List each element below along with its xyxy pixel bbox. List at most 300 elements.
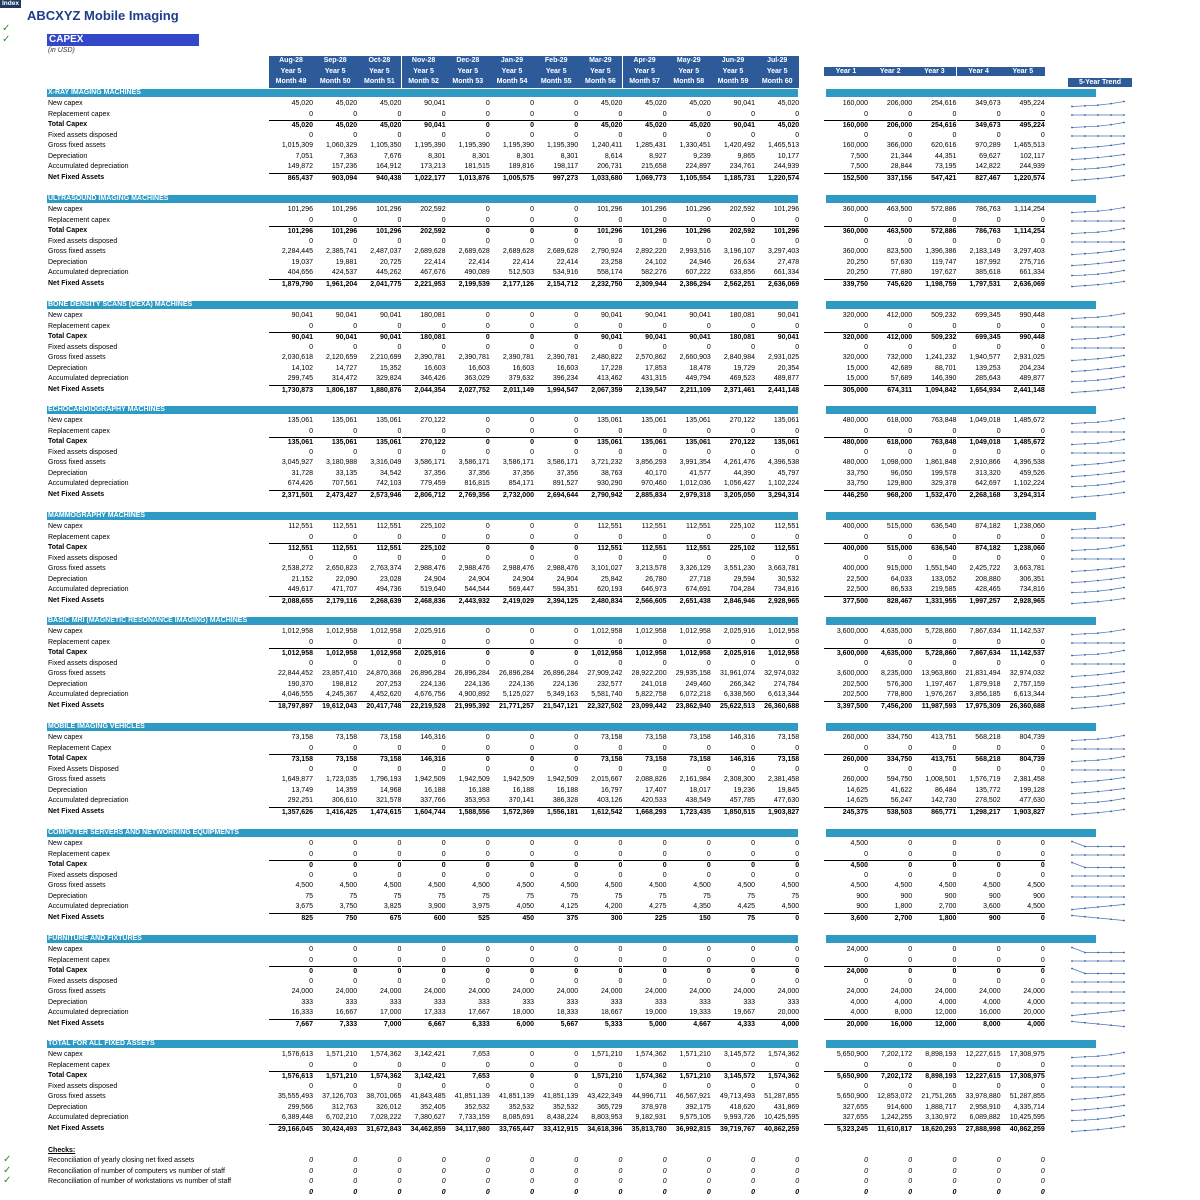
month-value-cell[interactable]: 0 [534, 120, 578, 132]
check-value-cell[interactable]: 0 [952, 1167, 957, 1175]
year-value-cell[interactable]: 20,250 [846, 269, 868, 277]
month-value-cell[interactable]: 7,676 [383, 152, 402, 160]
year-value-cell[interactable]: 12,227,615 [957, 1071, 1001, 1083]
year-value-cell[interactable]: 0 [996, 533, 1001, 541]
month-value-cell[interactable]: 0 [795, 1061, 800, 1069]
month-value-cell[interactable]: 0 [574, 100, 579, 107]
month-value-cell[interactable]: 9,239 [693, 152, 711, 160]
month-value-cell[interactable]: 112,551 [686, 523, 711, 530]
month-value-cell[interactable]: 90,041 [313, 332, 357, 344]
month-value-cell[interactable]: 0 [530, 765, 534, 773]
year-value-cell[interactable]: 0 [996, 840, 1001, 847]
month-value-cell[interactable]: 0 [353, 448, 358, 456]
month-value-cell[interactable]: 4,245,367 [326, 691, 358, 699]
month-value-cell[interactable]: 0 [530, 850, 534, 858]
month-value-cell[interactable]: 90,041 [269, 332, 313, 344]
month-value-cell[interactable]: 0 [662, 840, 667, 847]
year-value-cell[interactable]: 260,000 [842, 734, 868, 741]
month-value-cell[interactable]: 112,551 [774, 523, 800, 530]
year-value-cell[interactable]: 208,880 [975, 575, 1001, 583]
year-value-cell[interactable]: 73,195 [934, 163, 957, 171]
year-value-cell[interactable]: 15,000 [846, 375, 868, 383]
month-value-cell[interactable]: 135,061 [667, 437, 711, 449]
year-value-cell[interactable]: 329,378 [931, 480, 957, 488]
year-value-cell[interactable]: 327,655 [842, 1114, 868, 1122]
check-total-cell[interactable]: 0 [441, 1189, 446, 1196]
month-value-cell[interactable]: 73,158 [313, 754, 357, 766]
year-value-cell[interactable]: 0 [952, 956, 957, 964]
month-value-cell[interactable]: 0 [618, 343, 623, 351]
month-value-cell[interactable]: 0 [618, 638, 623, 646]
year-value-cell[interactable]: 77,880 [890, 269, 913, 277]
month-value-cell[interactable]: 0 [662, 554, 667, 562]
year-value-cell[interactable]: 568,218 [957, 754, 1001, 766]
year-value-cell[interactable]: 1,800 [912, 913, 956, 925]
month-value-cell[interactable]: 7,380,627 [414, 1114, 446, 1122]
year-value-cell[interactable]: 1,238,060 [1001, 543, 1045, 555]
month-value-cell[interactable]: 1,195,390 [502, 142, 534, 150]
month-value-cell[interactable]: 3,145,572 [723, 1051, 755, 1058]
month-value-cell[interactable]: 0 [618, 322, 623, 330]
year-value-cell[interactable]: 339,750 [824, 279, 868, 291]
year-value-cell[interactable]: 2,425,722 [969, 565, 1001, 573]
month-value-cell[interactable]: 1,012,958 [768, 628, 800, 635]
year-value-cell[interactable]: 1,532,470 [912, 490, 956, 502]
check-value-cell[interactable]: 0 [441, 1178, 446, 1186]
month-value-cell[interactable]: 1,571,210 [679, 1051, 711, 1058]
month-value-cell[interactable]: 0 [397, 1061, 402, 1069]
month-value-cell[interactable]: 1,796,193 [370, 776, 402, 784]
month-value-cell[interactable]: 75 [437, 892, 446, 900]
month-value-cell[interactable]: 378,978 [641, 1103, 667, 1111]
month-value-cell[interactable]: 3,586,171 [547, 459, 579, 467]
year-value-cell[interactable]: 0 [952, 659, 957, 667]
month-value-cell[interactable]: 2,371,501 [269, 490, 313, 502]
month-value-cell[interactable]: 1,195,390 [547, 142, 579, 150]
year-value-cell[interactable]: 0 [996, 131, 1001, 139]
month-value-cell[interactable]: 2,480,834 [578, 596, 622, 608]
year-value-cell[interactable]: 400,000 [842, 565, 868, 573]
month-value-cell[interactable]: 1,012,958 [269, 648, 313, 660]
month-value-cell[interactable]: 0 [706, 977, 711, 985]
year-value-cell[interactable]: 5,728,860 [912, 648, 956, 660]
month-value-cell[interactable]: 0 [618, 1061, 623, 1069]
month-value-cell[interactable]: 0 [662, 871, 667, 879]
year-value-cell[interactable]: 0 [908, 638, 913, 646]
month-value-cell[interactable]: 0 [530, 322, 534, 330]
month-value-cell[interactable]: 18,017 [689, 786, 711, 794]
year-value-cell[interactable]: 1,197,467 [925, 680, 957, 688]
year-value-cell[interactable]: 254,616 [931, 100, 957, 107]
year-value-cell[interactable]: 489,877 [1019, 375, 1045, 383]
month-value-cell[interactable]: 0 [441, 554, 446, 562]
year-value-cell[interactable]: 0 [1040, 343, 1045, 351]
check-value-cell[interactable]: 0 [706, 1178, 711, 1186]
month-value-cell[interactable]: 2,177,126 [490, 279, 534, 291]
month-value-cell[interactable]: 0 [795, 840, 800, 847]
month-value-cell[interactable]: 1,574,362 [635, 1051, 667, 1058]
month-value-cell[interactable]: 970,460 [641, 480, 667, 488]
month-value-cell[interactable]: 0 [574, 523, 579, 530]
month-value-cell[interactable]: 112,551 [332, 523, 358, 530]
check-value-cell[interactable]: 0 [1040, 1157, 1045, 1164]
year-value-cell[interactable]: 2,757,159 [1013, 680, 1045, 688]
year-value-cell[interactable]: 0 [908, 840, 913, 847]
year-value-cell[interactable]: 0 [957, 966, 1001, 978]
year-value-cell[interactable]: 636,540 [912, 543, 956, 555]
month-value-cell[interactable]: 1,033,680 [578, 173, 622, 185]
month-value-cell[interactable]: 544,544 [464, 586, 490, 594]
year-value-cell[interactable]: 320,000 [824, 332, 868, 344]
month-value-cell[interactable]: 2,210,699 [370, 354, 402, 362]
month-value-cell[interactable]: 0 [441, 840, 446, 847]
month-value-cell[interactable]: 333 [654, 998, 667, 1006]
year-value-cell[interactable]: 0 [952, 427, 957, 435]
month-value-cell[interactable]: 326,012 [376, 1103, 402, 1111]
month-value-cell[interactable]: 1,056,427 [723, 480, 755, 488]
month-value-cell[interactable]: 0 [441, 1061, 446, 1069]
check-value-cell[interactable]: 0 [618, 1178, 623, 1186]
month-value-cell[interactable]: 202,592 [420, 206, 446, 213]
year-value-cell[interactable]: 463,500 [886, 206, 913, 213]
month-value-cell[interactable]: 0 [353, 110, 358, 118]
month-value-cell[interactable]: 0 [441, 1082, 446, 1090]
month-value-cell[interactable]: 0 [353, 427, 358, 435]
month-value-cell[interactable]: 1,012,036 [679, 480, 711, 488]
month-value-cell[interactable]: 2,308,300 [723, 776, 755, 784]
month-value-cell[interactable]: 0 [441, 322, 446, 330]
month-value-cell[interactable]: 1,571,210 [313, 1071, 357, 1083]
month-value-cell[interactable]: 25,842 [600, 575, 623, 583]
year-value-cell[interactable]: 699,345 [957, 332, 1001, 344]
month-value-cell[interactable]: 0 [530, 977, 534, 985]
month-value-cell[interactable]: 0 [574, 1082, 579, 1090]
month-value-cell[interactable]: 90,041 [578, 332, 622, 344]
year-value-cell[interactable]: 480,000 [842, 417, 868, 424]
month-value-cell[interactable]: 1,576,613 [269, 1071, 313, 1083]
month-value-cell[interactable]: 2,570,862 [635, 354, 667, 362]
month-value-cell[interactable]: 24,000 [291, 988, 313, 996]
year-value-cell[interactable]: 495,224 [1019, 100, 1045, 107]
month-value-cell[interactable]: 1,012,958 [623, 648, 667, 660]
month-value-cell[interactable]: 274,784 [773, 680, 800, 688]
month-value-cell[interactable]: 73,158 [689, 734, 711, 741]
month-value-cell[interactable]: 1,723,435 [667, 807, 711, 819]
year-value-cell[interactable]: 0 [952, 1082, 957, 1090]
month-value-cell[interactable]: 4,452,620 [370, 691, 402, 699]
year-value-cell[interactable]: 1,114,254 [1014, 206, 1045, 213]
month-value-cell[interactable]: 0 [578, 860, 622, 872]
month-value-cell[interactable]: 329,824 [376, 375, 402, 383]
month-value-cell[interactable]: 75 [747, 892, 755, 900]
check-value-cell[interactable]: 0 [795, 1157, 800, 1164]
year-value-cell[interactable]: 11,142,537 [1001, 648, 1045, 660]
month-value-cell[interactable]: 0 [441, 744, 446, 752]
month-value-cell[interactable]: 3,101,027 [591, 565, 623, 573]
check-value-cell[interactable]: 0 [574, 1178, 579, 1186]
year-value-cell[interactable]: 160,000 [842, 142, 868, 150]
month-value-cell[interactable]: 2,221,953 [402, 279, 446, 291]
month-value-cell[interactable]: 270,122 [729, 417, 755, 424]
month-value-cell[interactable]: 38,701,065 [366, 1093, 402, 1101]
month-value-cell[interactable]: 0 [402, 966, 446, 978]
month-value-cell[interactable]: 0 [618, 659, 623, 667]
year-value-cell[interactable]: 0 [957, 860, 1001, 872]
month-value-cell[interactable]: 0 [490, 1071, 534, 1083]
month-value-cell[interactable]: 7,667 [269, 1019, 313, 1031]
month-value-cell[interactable]: 4,500 [295, 882, 313, 890]
year-value-cell[interactable]: 33,750 [846, 469, 868, 477]
month-value-cell[interactable]: 7,363 [339, 152, 358, 160]
month-value-cell[interactable]: 2,885,834 [623, 490, 667, 502]
year-value-cell[interactable]: 0 [952, 322, 957, 330]
month-value-cell[interactable]: 34,618,396 [578, 1124, 622, 1136]
year-value-cell[interactable]: 7,500 [850, 152, 868, 160]
month-value-cell[interactable]: 0 [751, 850, 755, 858]
month-value-cell[interactable]: 0 [397, 110, 402, 118]
month-value-cell[interactable]: 0 [751, 977, 755, 985]
month-value-cell[interactable]: 0 [353, 1061, 358, 1069]
month-value-cell[interactable]: 0 [574, 322, 579, 330]
month-value-cell[interactable]: 2,025,916 [402, 648, 446, 660]
month-value-cell[interactable]: 4,500 [472, 882, 490, 890]
year-value-cell[interactable]: 1,940,577 [969, 354, 1001, 362]
year-value-cell[interactable]: 360,000 [824, 226, 868, 238]
month-value-cell[interactable]: 2,931,025 [768, 354, 800, 362]
month-value-cell[interactable]: 0 [530, 417, 534, 424]
year-value-cell[interactable]: 5,650,900 [836, 1051, 868, 1058]
check-total-cell[interactable]: 0 [397, 1189, 402, 1196]
year-value-cell[interactable]: 2,441,148 [1001, 385, 1045, 397]
month-value-cell[interactable]: 494,736 [376, 586, 402, 594]
year-value-cell[interactable]: 0 [1040, 427, 1045, 435]
month-value-cell[interactable]: 2,689,628 [414, 248, 446, 256]
check-value-cell[interactable]: 0 [996, 1178, 1001, 1186]
month-value-cell[interactable]: 5,667 [534, 1019, 578, 1031]
year-value-cell[interactable]: 24,000 [890, 988, 913, 996]
year-value-cell[interactable]: 642,697 [975, 480, 1001, 488]
check-value-cell[interactable]: 0 [530, 1157, 534, 1164]
month-value-cell[interactable]: 135,061 [269, 437, 313, 449]
year-value-cell[interactable]: 14,625 [846, 786, 868, 794]
month-value-cell[interactable]: 73,158 [777, 734, 800, 741]
month-value-cell[interactable]: 4,500 [649, 882, 667, 890]
month-value-cell[interactable]: 34,542 [379, 469, 402, 477]
month-value-cell[interactable]: 75 [570, 892, 579, 900]
month-value-cell[interactable]: 16,667 [335, 1009, 358, 1017]
year-value-cell[interactable]: 1,098,000 [881, 459, 913, 467]
month-value-cell[interactable]: 404,656 [287, 269, 313, 277]
month-value-cell[interactable]: 0 [706, 427, 711, 435]
month-value-cell[interactable]: 0 [534, 543, 578, 555]
month-value-cell[interactable]: 0 [706, 638, 711, 646]
month-value-cell[interactable]: 135,061 [376, 417, 402, 424]
month-value-cell[interactable]: 420,533 [641, 797, 667, 805]
month-value-cell[interactable]: 1,012,958 [591, 628, 623, 635]
month-value-cell[interactable]: 202,592 [402, 226, 446, 238]
year-value-cell[interactable]: 27,888,998 [957, 1124, 1001, 1136]
month-value-cell[interactable]: 0 [751, 946, 755, 953]
month-value-cell[interactable]: 1,013,876 [446, 173, 490, 185]
year-value-cell[interactable]: 7,500 [850, 163, 868, 171]
month-value-cell[interactable]: 0 [706, 1061, 711, 1069]
month-value-cell[interactable]: 0 [530, 312, 534, 319]
month-value-cell[interactable]: 180,081 [711, 332, 755, 344]
year-value-cell[interactable]: 7,867,634 [969, 628, 1001, 635]
year-value-cell[interactable]: 0 [1040, 1082, 1045, 1090]
month-value-cell[interactable]: 0 [534, 860, 578, 872]
year-value-cell[interactable]: 199,128 [1019, 786, 1045, 794]
month-value-cell[interactable]: 5,333 [578, 1019, 622, 1031]
year-value-cell[interactable]: 86,533 [890, 586, 913, 594]
year-value-cell[interactable]: 56,247 [890, 797, 913, 805]
month-value-cell[interactable]: 0 [397, 131, 402, 139]
month-value-cell[interactable]: 45,020 [623, 120, 667, 132]
month-value-cell[interactable]: 112,551 [269, 543, 313, 555]
year-value-cell[interactable]: 0 [996, 659, 1001, 667]
month-value-cell[interactable]: 2,385,741 [326, 248, 358, 256]
year-value-cell[interactable]: 245,375 [824, 807, 868, 819]
month-value-cell[interactable]: 101,296 [331, 206, 358, 213]
month-value-cell[interactable]: 0 [490, 860, 534, 872]
month-value-cell[interactable]: 0 [618, 216, 623, 224]
month-value-cell[interactable]: 1,880,876 [357, 385, 401, 397]
month-value-cell[interactable]: 180,081 [729, 312, 755, 319]
year-value-cell[interactable]: 412,000 [868, 332, 912, 344]
year-value-cell[interactable]: 0 [908, 131, 913, 139]
month-value-cell[interactable]: 0 [530, 427, 534, 435]
month-value-cell[interactable]: 312,763 [331, 1103, 358, 1111]
month-value-cell[interactable]: 90,041 [711, 120, 755, 132]
month-value-cell[interactable]: 1,942,509 [458, 776, 490, 784]
month-value-cell[interactable]: 2,928,965 [755, 596, 799, 608]
year-value-cell[interactable]: 4,396,538 [1013, 459, 1045, 467]
month-value-cell[interactable]: 0 [618, 427, 623, 435]
month-value-cell[interactable]: 365,729 [597, 1103, 623, 1111]
month-value-cell[interactable]: 2,651,438 [667, 596, 711, 608]
month-value-cell[interactable]: 18,000 [512, 1009, 534, 1017]
check-value-cell[interactable]: 0 [353, 1178, 358, 1186]
month-value-cell[interactable]: 0 [353, 659, 358, 667]
month-value-cell[interactable]: 1,903,827 [755, 807, 799, 819]
month-value-cell[interactable]: 24,102 [645, 258, 667, 266]
month-value-cell[interactable]: 244,939 [773, 163, 800, 171]
month-value-cell[interactable]: 0 [269, 966, 313, 978]
year-value-cell[interactable]: 3,294,314 [1001, 490, 1045, 502]
year-value-cell[interactable]: 139,253 [975, 364, 1001, 372]
month-value-cell[interactable]: 164,912 [376, 163, 402, 171]
month-value-cell[interactable]: 90,041 [424, 100, 446, 107]
month-value-cell[interactable]: 337,766 [420, 797, 446, 805]
year-value-cell[interactable]: 0 [952, 554, 957, 562]
year-value-cell[interactable]: 17,975,309 [957, 701, 1001, 713]
month-value-cell[interactable]: 22,414 [468, 258, 490, 266]
month-value-cell[interactable]: 306,610 [331, 797, 358, 805]
month-value-cell[interactable]: 5,581,740 [591, 691, 623, 699]
year-value-cell[interactable]: 915,000 [886, 565, 913, 573]
month-value-cell[interactable]: 7,653 [472, 1051, 490, 1058]
month-value-cell[interactable]: 0 [309, 871, 313, 879]
month-value-cell[interactable]: 2,689,628 [547, 248, 579, 256]
month-value-cell[interactable]: 3,825 [383, 903, 402, 911]
month-value-cell[interactable]: 0 [485, 977, 490, 985]
month-value-cell[interactable]: 4,000 [755, 1019, 799, 1031]
month-value-cell[interactable]: 2,199,539 [446, 279, 490, 291]
year-value-cell[interactable]: 4,000 [938, 998, 957, 1006]
month-value-cell[interactable]: 2,993,516 [679, 248, 711, 256]
month-value-cell[interactable]: 24,000 [556, 988, 579, 996]
year-value-cell[interactable]: 2,700 [868, 913, 912, 925]
month-value-cell[interactable]: 9,575,105 [679, 1114, 711, 1122]
month-value-cell[interactable]: 112,551 [597, 523, 623, 530]
year-value-cell[interactable]: 4,500 [938, 882, 957, 890]
month-value-cell[interactable]: 51,287,855 [764, 1093, 800, 1101]
year-value-cell[interactable]: 618,000 [886, 417, 913, 424]
month-value-cell[interactable]: 0 [751, 638, 755, 646]
year-value-cell[interactable]: 0 [1001, 966, 1045, 978]
month-value-cell[interactable]: 14,968 [379, 786, 402, 794]
month-value-cell[interactable]: 0 [441, 871, 446, 879]
month-value-cell[interactable]: 1,994,547 [534, 385, 578, 397]
year-value-cell[interactable]: 0 [1040, 638, 1045, 646]
month-value-cell[interactable]: 1,012,958 [370, 628, 402, 635]
month-value-cell[interactable]: 0 [534, 648, 578, 660]
year-value-cell[interactable]: 0 [908, 659, 913, 667]
year-value-cell[interactable]: 509,232 [912, 332, 956, 344]
year-value-cell[interactable]: 21,344 [890, 152, 913, 160]
month-value-cell[interactable]: 23,028 [379, 575, 402, 583]
month-value-cell[interactable]: 73,158 [291, 734, 313, 741]
month-value-cell[interactable]: 0 [574, 554, 579, 562]
month-value-cell[interactable]: 450 [490, 913, 534, 925]
month-value-cell[interactable]: 0 [485, 734, 490, 741]
month-value-cell[interactable]: 2,390,781 [414, 354, 446, 362]
month-value-cell[interactable]: 0 [662, 533, 667, 541]
check-value-cell[interactable]: 0 [706, 1167, 711, 1175]
month-value-cell[interactable]: 333 [566, 998, 579, 1006]
month-value-cell[interactable]: 0 [490, 437, 534, 449]
year-value-cell[interactable]: 0 [952, 840, 957, 847]
month-value-cell[interactable]: 73,158 [357, 754, 401, 766]
month-value-cell[interactable]: 1,465,513 [768, 142, 800, 150]
check-value-cell[interactable]: 0 [353, 1167, 358, 1175]
month-value-cell[interactable]: 2,689,628 [502, 248, 534, 256]
month-value-cell[interactable]: 0 [309, 840, 313, 847]
month-value-cell[interactable]: 0 [574, 206, 579, 213]
month-value-cell[interactable]: 4,500 [428, 882, 446, 890]
month-value-cell[interactable]: 135,061 [685, 417, 711, 424]
year-value-cell[interactable]: 1,049,018 [969, 417, 1001, 424]
month-value-cell[interactable]: 0 [662, 237, 667, 245]
month-value-cell[interactable]: 101,296 [755, 226, 799, 238]
year-value-cell[interactable]: 0 [908, 533, 913, 541]
month-value-cell[interactable]: 779,459 [420, 480, 446, 488]
month-value-cell[interactable]: 44,996,711 [632, 1093, 667, 1101]
month-value-cell[interactable]: 3,675 [295, 903, 313, 911]
month-value-cell[interactable]: 321,578 [376, 797, 402, 805]
year-value-cell[interactable]: 4,500 [894, 882, 913, 890]
month-value-cell[interactable]: 0 [485, 956, 490, 964]
year-value-cell[interactable]: 0 [996, 765, 1001, 773]
month-value-cell[interactable]: 2,660,903 [679, 354, 711, 362]
month-value-cell[interactable]: 18,797,897 [269, 701, 313, 713]
month-value-cell[interactable]: 22,414 [424, 258, 446, 266]
index-link[interactable]: Index [0, 0, 21, 8]
month-value-cell[interactable]: 0 [751, 765, 755, 773]
month-value-cell[interactable]: 1,850,515 [711, 807, 755, 819]
year-value-cell[interactable]: 509,232 [931, 312, 957, 319]
year-value-cell[interactable]: 5,650,900 [836, 1093, 868, 1101]
